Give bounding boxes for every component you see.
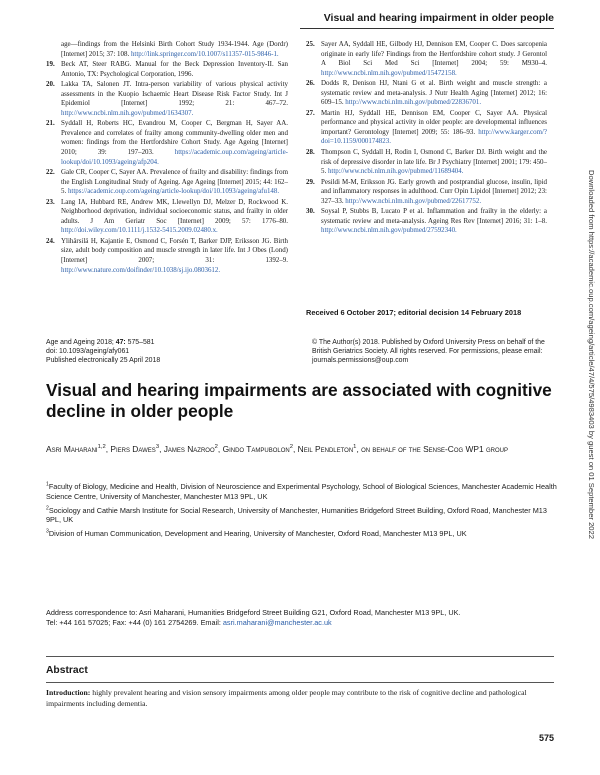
reference-item [46, 198, 288, 236]
reference-number: 28. [306, 148, 315, 157]
affiliation-item [46, 506, 558, 526]
references-left-column [46, 40, 288, 276]
abstract-introduction [46, 688, 554, 709]
affiliations [46, 482, 558, 543]
reference-link[interactable]: https://academic.oup.com/ageing/article-lookup/doi/10.1093/ageing/afp204. [61, 148, 288, 166]
author-name: Asri Maharani [46, 444, 98, 454]
affiliation-text: Division of Human Communication, Development and Hearing, University of Manchester, Oxford Road, Manchester M13 9PL, UK [48, 529, 467, 539]
affiliation-mark: 3 [46, 528, 49, 535]
header-rule [300, 28, 554, 29]
reference-number: 25. [306, 40, 315, 48]
author-list: Asri Maharani$^{1,2}$, Piers Dawes$^3$, James Nazroo$^2$, Gindo Tampubolon$^2$, Neil Pendleton$^1$, on behalf of the Sense-Cog WP1 group [46, 444, 508, 454]
reference-link[interactable]: https://academic.oup.com/ageing/article-lookup/doi/10.1093/ageing/afu148. [67, 187, 280, 196]
author-affiliation-mark: 2 [214, 444, 218, 451]
reference-number: 27. [306, 108, 315, 117]
abstract-heading: Abstract [46, 665, 88, 676]
reference-citation: age—findings from the Helsinki Birth Cohort Study 1934-1944. Age (Dordr) [Internet] 2015; 37: 108. [61, 40, 288, 58]
abstract-intro-text: highly prevalent hearing and vision sensory impairments among older people may contribute to the risk of cognitive decline and pathological impairments including dementia. [46, 688, 527, 708]
reference-item [46, 119, 288, 167]
reference-number: 24. [46, 236, 55, 245]
reference-link[interactable]: http://www.ncbi.nlm.nih.gov/pubmed/22836701. [345, 98, 482, 107]
correspondence-address: Address correspondence to: Asri Maharani, Humanities Bridgeford Street Building G21, Oxford Road, Manchester M13 9PL, UK. [46, 608, 461, 617]
reference-text [61, 237, 288, 275]
reference-citation: Lang IA, Hubbard RE, Andrew MK, Llewellyn DJ, Melzer D, Rockwood K. Neighborhood deprivation, individual socioeconomic status, and frailty in older adults. J Am Geriatr Soc [Internet] 2009; 57: 1776–80. [61, 197, 288, 225]
reference-text [61, 168, 288, 197]
affiliation-mark: 1 [46, 481, 49, 488]
reference-citation: Martin HJ, Syddall HE, Dennison EM, Cooper C, Sayer AA. Physical performance and physical activity in older people: are developmental influences important? Gerontology [Internet] 2009; 55: 186–93. [321, 108, 547, 136]
reference-citation: Syddall H, Roberts HC, Evandrou M, Cooper C, Bergman H, Sayer AA. Prevalence and correlates of frailty among community-dwelling older men and women: findings from the Hertfordshire Cohort Study. Age Ageing [Internet] 2010; 39: 197–203. [61, 119, 288, 157]
reference-number: 22. [46, 168, 55, 177]
citation-line [46, 338, 286, 347]
reference-citation: Soysal P, Stubbs B, Lucato P et al. Inflammation and frailty in the elderly: a systematic review and meta-analysis. Ageing Res Rev [Internet] 2016; 31: 1–8. [321, 207, 547, 225]
author-name: James Nazroo [163, 444, 215, 454]
author-name: Neil Pendleton [297, 444, 354, 454]
reference-citation: Ylihärsilä H, Kajantie E, Osmond C, Forsén T, Barker DJP, Eriksson JG. Birth size, adult body composition and muscle strength in later life. Int J Obes (Lond) [Internet] 2007; 31: 1392–9. [61, 236, 288, 265]
reference-number: 23. [46, 197, 55, 206]
reference-text [321, 207, 547, 236]
reference-link[interactable]: http://doi.wiley.com/10.1111/j.1532-5415.2009.02480.x. [61, 226, 218, 235]
reference-item [46, 60, 288, 79]
reference-item [306, 40, 547, 78]
reference-link[interactable]: http://link.springer.com/10.1007/s11357-015-9846-1. [130, 49, 279, 58]
affiliation-item [46, 529, 558, 539]
affiliation-text: Sociology and Cathie Marsh Institute for Social Research, University of Manchester, Humanities Bridgeford Street Building, Oxford Road, Manchester M13 9PL, UK [46, 505, 547, 525]
reference-link[interactable]: http://www.nature.com/doifinder/10.1038/sj.ijo.0803612. [61, 265, 221, 274]
abstract-heading-rule [46, 682, 554, 683]
reference-item [306, 148, 547, 177]
copyright-note: © The Author(s) 2018. Published by Oxford University Press on behalf of the British Geriatrics Society. All rights reserved. For permissions, please email: journals.permissions@oup.com [312, 339, 545, 364]
reference-text [321, 178, 547, 207]
correspondence-contact [46, 618, 558, 628]
page-number: 575 [538, 733, 554, 743]
reference-text [61, 198, 288, 236]
download-side-note: Downloaded from https://academic.oup.com/ageing/article/47/4/575/4983403 by guest on 01 September 2022 [587, 170, 596, 539]
citation-volume: 47: [115, 339, 126, 346]
reference-number: 19. [46, 60, 55, 69]
email-link[interactable]: asri.maharani@manchester.ac.uk [222, 617, 332, 627]
reference-item [46, 40, 288, 59]
reference-item [306, 79, 547, 108]
affiliation-mark: 2 [46, 505, 49, 512]
reference-text [321, 40, 547, 78]
author-group: on behalf of the Sense-Cog WP1 group [361, 444, 508, 454]
reference-link[interactable]: http://www.ncbi.nlm.nih.gov/pubmed/27592340. [321, 226, 457, 235]
reference-item [46, 80, 288, 118]
reference-text [321, 109, 547, 147]
reference-item [306, 207, 547, 236]
author-affiliation-mark: 1,2 [97, 444, 106, 451]
author-name: Gindo Tampubolon [222, 444, 290, 454]
references-right-column [306, 40, 547, 237]
reference-link[interactable]: http://www.ncbi.nlm.nih.gov/pubmed/22617752. [345, 196, 482, 205]
reference-number: 21. [46, 119, 55, 128]
reference-number: 26. [306, 79, 315, 88]
reference-text [61, 119, 288, 167]
reference-item [46, 168, 288, 197]
citation-prefix: Age and Ageing 2018; [46, 339, 116, 346]
doi-line: doi: 10.1093/ageing/afy061 [46, 348, 130, 355]
reference-number: 30. [306, 207, 315, 216]
article-title: Visual and hearing impairments are associated with cognitive decline in older people [46, 380, 552, 421]
running-head: Visual and hearing impairment in older people [323, 12, 554, 24]
received-note: Received 6 October 2017; editorial decision 14 February 2018 [306, 308, 522, 317]
reference-link[interactable]: http://www.karger.com/?doi=10.1159/000174823. [321, 127, 547, 146]
author-affiliation-mark: 1 [353, 444, 357, 451]
abstract-intro-label: Introduction: [46, 688, 91, 697]
reference-text [321, 148, 547, 177]
reference-item [46, 237, 288, 275]
author-name: Piers Dawes [110, 444, 156, 454]
published-line: Published electronically 25 April 2018 [46, 357, 161, 364]
abstract-top-rule [46, 656, 554, 657]
journal-meta [46, 338, 286, 365]
author-affiliation-mark: 3 [155, 444, 160, 451]
reference-citation: Sayer AA, Syddall HE, Gilbody HJ, Dennison EM, Cooper C. Does sarcopenia originate in early life? Findings from the Hertfordshire cohort study. J Gerontol A Biol Sci Med Sci [Internet] 2004; 59: M930–4. [321, 40, 547, 68]
reference-item [306, 109, 547, 147]
reference-citation: Lakka TA, Salonen JT. Intra-person variability of various physical activity assessments in the Kuopio Ischaemic Heart Disease Risk Factor Study. Int J Epidemiol [Internet] 1992; 21: 467–72. [61, 80, 288, 108]
affiliation-text: Faculty of Biology, Medicine and Health, Division of Neuroscience and Experimental Psychology, School of Biological Sciences, Manchester Academic Health Science Centre, University of Manchester, Manchester M13 9PL, UK [46, 482, 557, 501]
reference-citation: Dodds R, Denison HJ, Ntani G et al. Birth weight and muscle strength: a systematic review and meta-analysis. J Nutr Health Aging [Internet] 2012; 16: 609–15. [321, 79, 547, 107]
reference-text [61, 40, 288, 59]
reference-citation: Pesildi M-M, Eriksson JG. Early growth and postprandial glucose, insulin, lipid and inflammatory responses in adulthood. Curr Opin Lipidol [Internet] 2012; 23: 327–33. [321, 177, 547, 205]
citation-pages: 575–581 [125, 339, 155, 346]
correspondence [46, 608, 558, 628]
contact-numbers: Tel: +44 161 57025; Fax: +44 (0) 161 2754269. Email: [46, 617, 223, 627]
reference-number: 29. [306, 177, 315, 186]
reference-link[interactable]: http://www.ncbi.nlm.nih.gov/pubmed/11689404. [327, 167, 464, 176]
reference-citation: Thompson C, Syddall H, Rodin I, Osmond C, Barker DJ. Birth weight and the risk of depressive disorder in late life. Br J Psychiatry [Internet] 2001; 179: 450–5. [321, 148, 547, 176]
affiliation-item [46, 482, 558, 502]
reference-citation: Beck AT, Steer RABG. Manual for the Beck Depression Inventory-II. San Antonio, TX: Psychological Corporation, 1996. [61, 60, 288, 78]
reference-text [61, 60, 288, 79]
author-affiliation-mark: 2 [289, 444, 293, 451]
reference-item [306, 178, 547, 207]
reference-text [321, 79, 547, 108]
reference-citation: Gale CR, Cooper C, Sayer AA. Prevalence of frailty and disability: findings from the English Longitudinal Study of Ageing. Age Ageing [Internet] 2015; 44: 162–5. [61, 168, 288, 196]
reference-number: 20. [46, 80, 55, 89]
reference-link[interactable]: http://www.ncbi.nlm.nih.gov/pubmed/1634307. [61, 108, 194, 117]
reference-number [46, 40, 61, 59]
reference-link[interactable]: http://www.ncbi.nlm.nih.gov/pubmed/15472158. [321, 68, 457, 77]
reference-text [61, 80, 288, 118]
